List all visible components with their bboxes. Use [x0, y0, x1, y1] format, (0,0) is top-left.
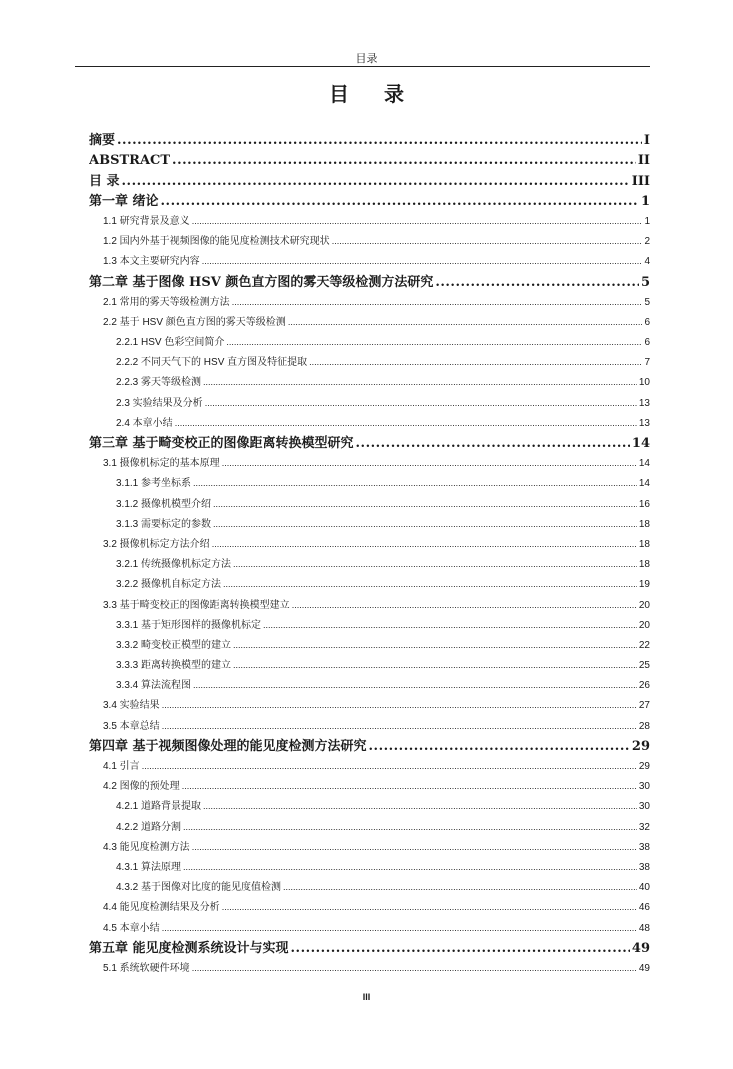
toc-entry-page: 5 — [644, 296, 650, 308]
toc-entry-page: 30 — [638, 801, 650, 813]
toc-entry — [89, 858, 650, 878]
toc-leader-dots — [263, 616, 637, 636]
toc-entry-title: 第一章 绪论 — [89, 193, 159, 209]
toc-entry — [89, 797, 650, 817]
header-rule — [75, 66, 650, 67]
toc-entry-title: 3.5 本章总结 — [103, 720, 160, 732]
toc-entry — [89, 918, 650, 938]
toc-leader-dots — [193, 676, 637, 696]
toc-leader-dots — [356, 434, 630, 454]
toc-leader-dots — [288, 313, 643, 333]
toc-entry-title: 2.2.3 雾天等级检测 — [116, 377, 202, 389]
toc-entry-title: ABSTRACT — [89, 153, 171, 169]
toc-entry — [89, 838, 650, 858]
toc-entry-page: 32 — [638, 821, 650, 833]
toc-entry — [89, 575, 650, 595]
toc-leader-dots — [172, 151, 636, 171]
toc-entry — [89, 777, 650, 797]
toc-entry-page: 27 — [638, 700, 650, 712]
toc-leader-dots — [162, 716, 637, 736]
toc-entry-title: 4.4 能见度检测结果及分析 — [103, 902, 220, 914]
toc-entry-title: 2.3 实验结果及分析 — [116, 397, 203, 409]
toc-entry-title: 第五章 能见度检测系统设计与实现 — [89, 940, 289, 956]
toc-entry — [89, 535, 650, 555]
toc-entry-title: 4.2.2 道路分割 — [116, 821, 182, 833]
toc-entry-page: 13 — [638, 417, 650, 429]
toc-entry-title: 4.5 本章小结 — [103, 922, 160, 934]
toc-entry — [89, 959, 650, 979]
toc-entry-page: I — [643, 133, 650, 149]
toc-entry — [89, 252, 650, 272]
toc-entry-page: 6 — [644, 316, 650, 328]
toc-entry-page: 4 — [644, 256, 650, 268]
toc-entry-page: 48 — [638, 922, 650, 934]
toc-entry — [89, 696, 650, 716]
toc-entry-page: 40 — [638, 882, 650, 894]
toc-leader-dots — [183, 817, 637, 837]
toc-leader-dots — [183, 858, 637, 878]
toc-entry-page: 28 — [638, 720, 650, 732]
toc-entry-page: III — [631, 173, 650, 189]
toc-entry-page: 46 — [638, 902, 650, 914]
toc-entry-page: II — [637, 153, 650, 169]
toc-entry — [89, 515, 650, 535]
toc-entry — [89, 636, 650, 656]
toc-entry — [89, 192, 650, 212]
toc-leader-dots — [233, 636, 637, 656]
toc-entry-page: 14 — [638, 458, 650, 470]
toc-entry — [89, 293, 650, 313]
toc-entry — [89, 393, 650, 413]
toc-leader-dots — [193, 474, 637, 494]
toc-entry-title: 2.2.1 HSV 色彩空间简介 — [116, 337, 225, 349]
toc-leader-dots — [283, 878, 637, 898]
toc-entry-page: 1 — [644, 215, 650, 227]
toc-entry-page: 30 — [638, 781, 650, 793]
toc-leader-dots — [203, 373, 637, 393]
toc-entry — [89, 434, 650, 454]
toc-entry — [89, 494, 650, 514]
toc-entry — [89, 898, 650, 918]
toc-entry-title: 第二章 基于图像 HSV 颜色直方图的雾天等级检测方法研究 — [89, 274, 434, 290]
toc-entry-page: 18 — [638, 538, 650, 550]
toc-entry — [89, 595, 650, 615]
toc-entry-page: 38 — [638, 861, 650, 873]
toc-entry-title: 3.3.2 畸变校正模型的建立 — [116, 639, 232, 651]
toc-entry-title: 3.2.2 摄像机自标定方法 — [116, 579, 222, 591]
toc-entry — [89, 555, 650, 575]
toc-leader-dots — [213, 494, 637, 514]
toc-entry-title: 3.3.4 算法流程图 — [116, 680, 192, 692]
toc-leader-dots — [292, 595, 637, 615]
toc-leader-dots — [182, 777, 637, 797]
toc-entry-page: 19 — [638, 579, 650, 591]
toc-leader-dots — [203, 797, 637, 817]
toc-leader-dots — [205, 393, 637, 413]
toc-entry — [89, 716, 650, 736]
toc-entry-page: 49 — [638, 962, 650, 974]
toc-leader-dots — [435, 273, 639, 293]
toc-entry — [89, 414, 650, 434]
toc-leader-dots — [142, 757, 637, 777]
toc-entry-title: 4.1 引言 — [103, 761, 140, 772]
toc-entry-page: 13 — [638, 397, 650, 409]
toc-entry-title: 4.3 能见度检测方法 — [103, 841, 190, 853]
toc-entry-title: 3.3.1 基于矩形图样的摄像机标定 — [116, 619, 262, 631]
toc-entry-title: 第四章 基于视频图像处理的能见度检测方法研究 — [89, 738, 367, 754]
toc-entry-title: 3.1.1 参考坐标系 — [116, 478, 192, 490]
toc-leader-dots — [369, 737, 630, 757]
toc-leader-dots — [309, 353, 642, 373]
toc-entry — [89, 474, 650, 494]
toc-entry — [89, 817, 650, 837]
toc-entry-page: 6 — [644, 337, 650, 349]
toc-entry-title: 2.1 常用的雾天等级检测方法 — [103, 296, 230, 308]
toc-entry-page: 18 — [638, 518, 650, 530]
toc-leader-dots — [162, 918, 637, 938]
toc-entry-page: 26 — [638, 680, 650, 692]
footer-page-number: III — [362, 992, 371, 1002]
toc-entry-title: 3.2 摄像机标定方法介绍 — [103, 538, 210, 550]
toc-entry-title: 3.2.1 传统摄像机标定方法 — [116, 559, 232, 571]
toc-entry — [89, 353, 650, 373]
toc-entry-title: 3.1.2 摄像机模型介绍 — [116, 498, 212, 510]
toc-leader-dots — [222, 898, 637, 918]
toc-leader-dots — [223, 575, 637, 595]
toc-leader-dots — [226, 333, 642, 353]
toc-entry — [89, 232, 650, 252]
toc-leader-dots — [213, 515, 637, 535]
toc-entry-page: 10 — [638, 377, 650, 389]
toc-entry-title: 4.2.1 道路背景提取 — [116, 801, 202, 813]
toc-leader-dots — [212, 535, 637, 555]
toc-entry-title: 第三章 基于畸变校正的图像距离转换模型研究 — [89, 436, 354, 451]
toc-entry-title: 4.3.1 算法原理 — [116, 861, 182, 873]
table-of-contents — [89, 131, 650, 979]
toc-entry-page: 16 — [638, 498, 650, 510]
toc-entry-page: 14 — [631, 436, 650, 451]
toc-entry-title: 1.2 国内外基于视频图像的能见度检测技术研究现状 — [103, 236, 330, 248]
toc-entry-title: 2.2 基于 HSV 颜色直方图的雾天等级检测 — [103, 316, 286, 328]
toc-entry-page: 29 — [631, 738, 650, 754]
toc-leader-dots — [233, 656, 637, 676]
toc-entry-title: 4.3.2 基于图像对比度的能见度值检测 — [116, 882, 282, 894]
toc-entry-title: 1.1 研究背景及意义 — [103, 215, 190, 227]
toc-entry-title: 3.1.3 需要标定的参数 — [116, 518, 212, 530]
toc-entry — [89, 737, 650, 757]
page-title: 目 录 — [329, 82, 418, 106]
toc-leader-dots — [233, 555, 637, 575]
toc-leader-dots — [122, 172, 630, 192]
toc-entry-page: 22 — [638, 639, 650, 651]
toc-entry-page: 38 — [638, 841, 650, 853]
toc-entry-title: 2.4 本章小结 — [116, 417, 173, 429]
toc-entry-title: 摘要 — [89, 133, 116, 149]
toc-entry — [89, 212, 650, 232]
toc-leader-dots — [222, 454, 637, 474]
toc-leader-dots — [162, 696, 637, 716]
toc-entry — [89, 878, 650, 898]
toc-entry-title: 2.2.2 不同天气下的 HSV 直方图及特征提取 — [116, 357, 308, 369]
toc-entry — [89, 757, 650, 777]
toc-entry-page: 2 — [644, 236, 650, 248]
toc-leader-dots — [117, 131, 642, 151]
toc-entry-title: 5.1 系统软硬件环境 — [103, 962, 190, 974]
toc-entry-title: 3.3 基于畸变校正的图像距离转换模型建立 — [103, 599, 290, 611]
toc-entry — [89, 333, 650, 353]
toc-entry — [89, 151, 650, 171]
toc-entry — [89, 676, 650, 696]
toc-entry — [89, 171, 650, 191]
toc-entry-title: 3.1 摄像机标定的基本原理 — [103, 458, 220, 470]
toc-leader-dots — [232, 293, 643, 313]
toc-entry-title: 4.2 图像的预处理 — [103, 781, 180, 793]
toc-entry — [89, 272, 650, 292]
toc-entry — [89, 313, 650, 333]
toc-entry-page: 18 — [638, 559, 650, 571]
toc-entry — [89, 616, 650, 636]
toc-entry — [89, 939, 650, 959]
toc-entry-title: 3.3.3 距离转换模型的建立 — [116, 660, 232, 672]
toc-entry-page: 5 — [640, 274, 650, 290]
toc-entry — [89, 373, 650, 393]
toc-entry-page: 7 — [644, 357, 650, 369]
running-header-title: 目录 — [355, 52, 378, 65]
toc-leader-dots — [332, 232, 643, 252]
toc-entry-page: 1 — [640, 193, 650, 209]
toc-entry-page: 14 — [638, 478, 650, 490]
toc-entry-page: 29 — [638, 761, 650, 772]
toc-entry-page: 20 — [638, 599, 650, 611]
toc-entry-title: 1.3 本文主要研究内容 — [103, 256, 200, 268]
toc-entry — [89, 131, 650, 151]
toc-leader-dots — [192, 212, 643, 232]
toc-entry-page: 49 — [631, 940, 650, 956]
toc-entry — [89, 454, 650, 474]
toc-leader-dots — [175, 414, 637, 434]
toc-leader-dots — [161, 192, 639, 212]
toc-leader-dots — [192, 838, 637, 858]
toc-leader-dots — [192, 959, 637, 979]
toc-entry-page: 20 — [638, 619, 650, 631]
toc-entry-page: 25 — [638, 660, 650, 672]
toc-leader-dots — [291, 939, 630, 959]
toc-leader-dots — [202, 252, 643, 272]
toc-entry-title: 目 录 — [89, 173, 120, 189]
toc-entry — [89, 656, 650, 676]
toc-entry-title: 3.4 实验结果 — [103, 700, 160, 712]
